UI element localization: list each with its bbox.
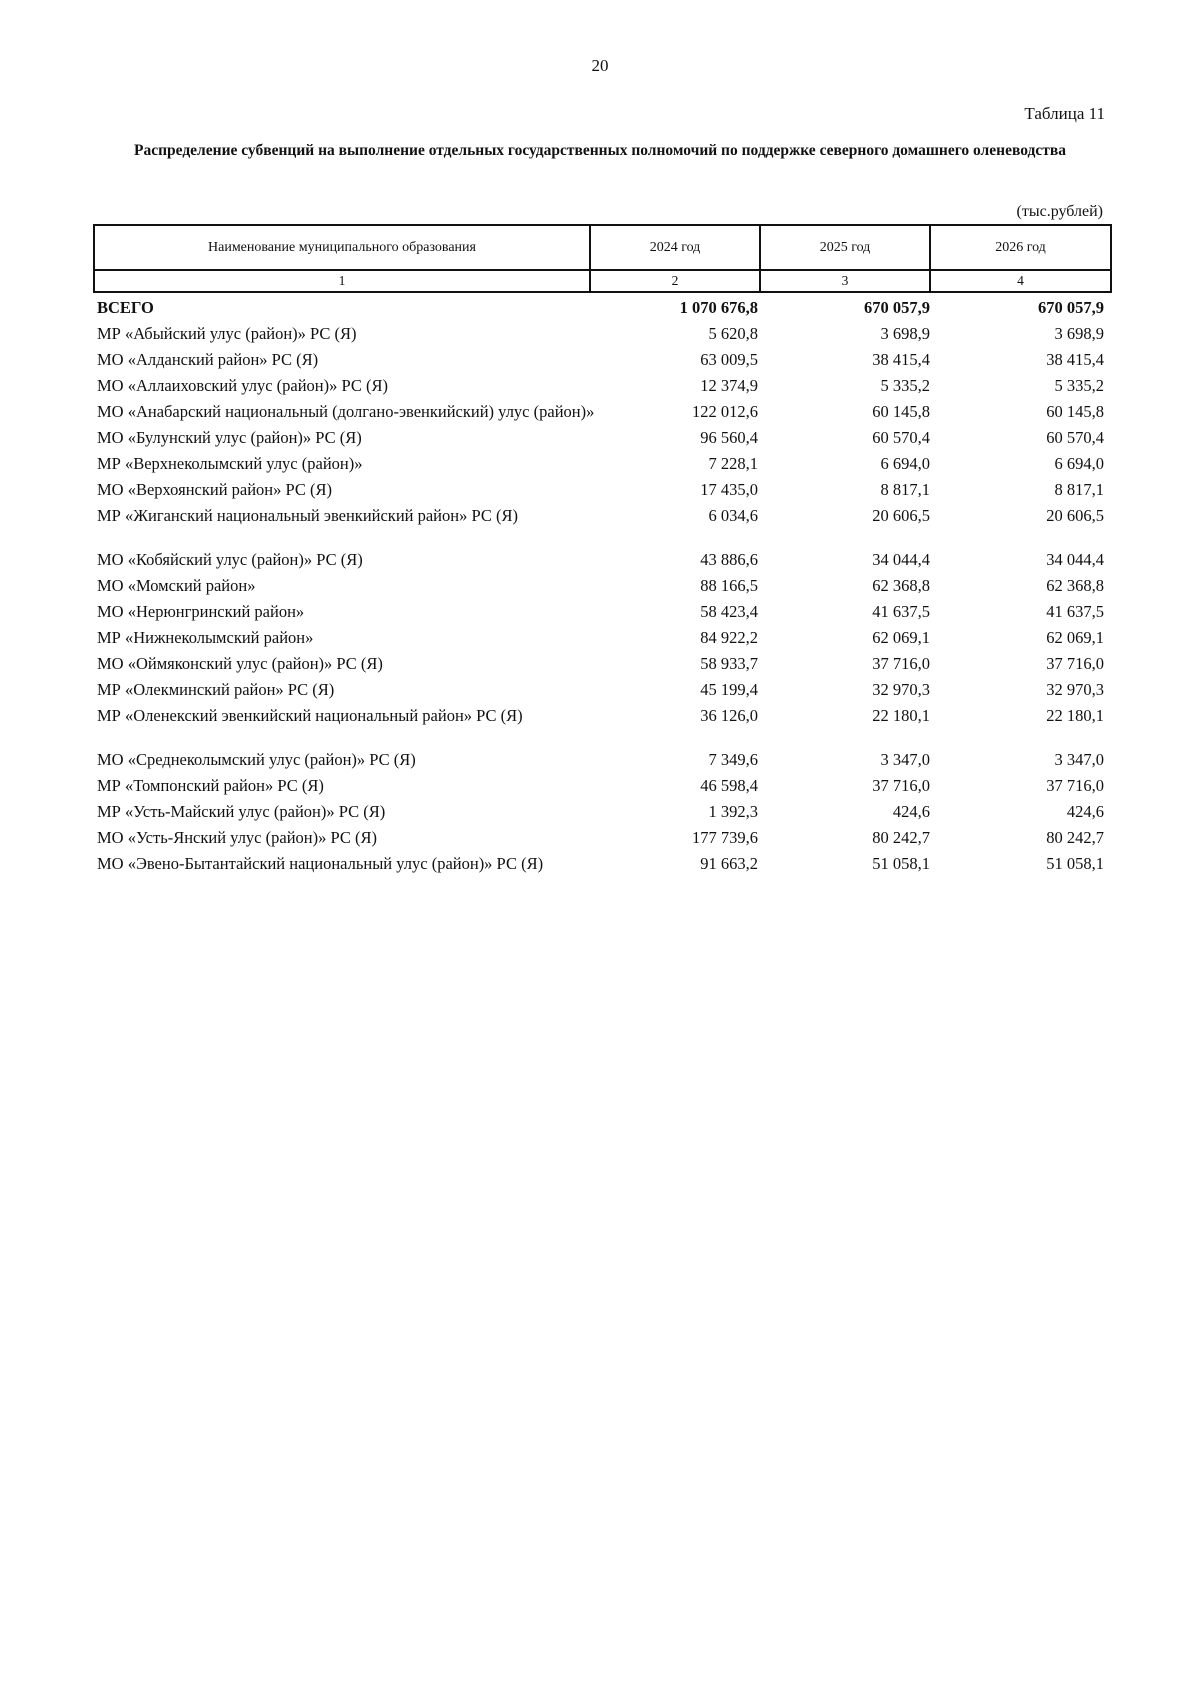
municipality-name: МР «Усть-Майский улус (район)» РС (Я) <box>97 802 386 821</box>
units-label: (тыс.рублей) <box>1016 203 1103 220</box>
value-2026: 5 335,2 <box>1054 376 1104 395</box>
municipality-name: МР «Нижнеколымский район» <box>97 628 314 647</box>
table-row <box>93 827 1110 849</box>
value-2025: 22 180,1 <box>872 706 930 725</box>
value-2026: 670 057,9 <box>1038 298 1104 317</box>
table-row <box>93 801 1110 823</box>
column-number-3: 3 <box>760 270 930 292</box>
value-2026: 41 637,5 <box>1046 602 1104 621</box>
value-2026: 80 242,7 <box>1046 828 1104 847</box>
table-row <box>93 375 1110 397</box>
value-2024: 45 199,4 <box>700 680 758 699</box>
municipality-name: МО «Среднеколымский улус (район)» РС (Я) <box>97 750 416 769</box>
value-2024: 88 166,5 <box>700 576 758 595</box>
table-row <box>93 453 1110 475</box>
value-2025: 38 415,4 <box>872 350 930 369</box>
value-2024: 58 933,7 <box>700 654 758 673</box>
table-header <box>93 224 1112 293</box>
municipality-name: МР «Жиганский национальный эвенкийский район» РС (Я) <box>97 506 518 525</box>
table-row <box>93 323 1110 345</box>
value-2025: 8 817,1 <box>880 480 930 499</box>
municipality-name: МО «Верхоянский район» РС (Я) <box>97 480 333 499</box>
value-2024: 96 560,4 <box>700 428 758 447</box>
table-row <box>93 575 1110 597</box>
value-2024: 7 228,1 <box>708 454 758 473</box>
table-row <box>93 479 1110 501</box>
table-row <box>93 601 1110 623</box>
municipality-name: МО «Эвено-Бытантайский национальный улус (район)» РС (Я) <box>97 854 544 873</box>
municipality-name: МО «Кобяйский улус (район)» РС (Я) <box>97 550 363 569</box>
value-2025: 34 044,4 <box>872 550 930 569</box>
value-2025: 6 694,0 <box>880 454 930 473</box>
value-2026: 38 415,4 <box>1046 350 1104 369</box>
value-2025: 32 970,3 <box>872 680 930 699</box>
table-row <box>93 401 1110 423</box>
value-2026: 3 698,9 <box>1054 324 1104 343</box>
value-2025: 41 637,5 <box>872 602 930 621</box>
value-2024: 17 435,0 <box>700 480 758 499</box>
municipality-name: МО «Аллаиховский улус (район)» РС (Я) <box>97 376 388 395</box>
value-2025: 60 570,4 <box>872 428 930 447</box>
value-2025: 3 347,0 <box>880 750 930 769</box>
value-2026: 37 716,0 <box>1046 776 1104 795</box>
municipality-name: МО «Алданский район» РС (Я) <box>97 350 319 369</box>
value-2025: 5 335,2 <box>880 376 930 395</box>
column-header-2025: 2025 год <box>760 225 930 270</box>
table-row <box>93 705 1110 727</box>
table-row <box>93 349 1110 371</box>
value-2024: 122 012,6 <box>692 402 758 421</box>
value-2026: 51 058,1 <box>1046 854 1104 873</box>
value-2026: 424,6 <box>1066 802 1104 821</box>
table-row <box>93 627 1110 649</box>
value-2024: 12 374,9 <box>700 376 758 395</box>
value-2025: 20 606,5 <box>872 506 930 525</box>
value-2026: 3 347,0 <box>1054 750 1104 769</box>
value-2025: 62 069,1 <box>872 628 930 647</box>
value-2026: 34 044,4 <box>1046 550 1104 569</box>
municipality-name: МО «Усть-Янский улус (район)» РС (Я) <box>97 828 377 847</box>
value-2024: 7 349,6 <box>708 750 758 769</box>
value-2025: 62 368,8 <box>872 576 930 595</box>
municipality-name: МО «Булунский улус (район)» РС (Я) <box>97 428 362 447</box>
value-2024: 84 922,2 <box>700 628 758 647</box>
column-number-2: 2 <box>590 270 760 292</box>
value-2026: 60 145,8 <box>1046 402 1104 421</box>
municipality-name: МР «Олекминский район» РС (Я) <box>97 680 335 699</box>
table-row <box>93 853 1110 875</box>
value-2024: 1 392,3 <box>708 802 758 821</box>
value-2024: 6 034,6 <box>708 506 758 525</box>
value-2024: 5 620,8 <box>708 324 758 343</box>
value-2026: 6 694,0 <box>1054 454 1104 473</box>
municipality-name: МО «Анабарский национальный (долгано-эвенкийский) улус (район)» <box>97 402 595 421</box>
value-2026: 62 069,1 <box>1046 628 1104 647</box>
column-number-1: 1 <box>94 270 590 292</box>
municipality-name: МО «Оймяконский улус (район)» РС (Я) <box>97 654 383 673</box>
municipality-name: МР «Томпонский район» РС (Я) <box>97 776 324 795</box>
table-row <box>93 653 1110 675</box>
value-2025: 37 716,0 <box>872 654 930 673</box>
value-2026: 62 368,8 <box>1046 576 1104 595</box>
document-title: Распределение субвенций на выполнение отдельных государственных полномочий по поддержке северного домашнего оленеводства <box>134 142 1066 159</box>
table-row <box>93 427 1110 449</box>
value-2026: 37 716,0 <box>1046 654 1104 673</box>
value-2025: 37 716,0 <box>872 776 930 795</box>
municipality-name: МР «Оленекский эвенкийский национальный район» РС (Я) <box>97 706 523 725</box>
value-2024: 43 886,6 <box>700 550 758 569</box>
page-number: 20 <box>591 56 609 75</box>
value-2026: 60 570,4 <box>1046 428 1104 447</box>
value-2025: 670 057,9 <box>864 298 930 317</box>
municipality-name: МР «Верхнеколымский улус (район)» <box>97 454 363 473</box>
value-2025: 60 145,8 <box>872 402 930 421</box>
municipality-name: МО «Нерюнгринский район» <box>97 602 305 621</box>
value-2024: 46 598,4 <box>700 776 758 795</box>
column-header-name: Наименование муниципального образования <box>94 225 590 270</box>
table-row <box>93 679 1110 701</box>
value-2026: 8 817,1 <box>1054 480 1104 499</box>
table-row <box>93 505 1110 527</box>
value-2024: 91 663,2 <box>700 854 758 873</box>
value-2024: 63 009,5 <box>700 350 758 369</box>
table-row <box>93 775 1110 797</box>
table-row <box>93 549 1110 571</box>
column-header-2026: 2026 год <box>930 225 1111 270</box>
value-2025: 424,6 <box>892 802 930 821</box>
table-row <box>93 749 1110 771</box>
total-row <box>93 297 1110 319</box>
column-number-4: 4 <box>930 270 1111 292</box>
value-2025: 80 242,7 <box>872 828 930 847</box>
value-2025: 3 698,9 <box>880 324 930 343</box>
value-2025: 51 058,1 <box>872 854 930 873</box>
value-2026: 20 606,5 <box>1046 506 1104 525</box>
value-2024: 36 126,0 <box>700 706 758 725</box>
municipality-name: МР «Абыйский улус (район)» РС (Я) <box>97 324 357 343</box>
value-2024: 1 070 676,8 <box>679 298 758 317</box>
table-label: Таблица 11 <box>1024 104 1105 123</box>
value-2026: 22 180,1 <box>1046 706 1104 725</box>
value-2024: 177 739,6 <box>692 828 758 847</box>
value-2024: 58 423,4 <box>700 602 758 621</box>
column-header-2024: 2024 год <box>590 225 760 270</box>
table-body <box>93 297 1110 879</box>
value-2026: 32 970,3 <box>1046 680 1104 699</box>
municipality-name: МО «Момский район» <box>97 576 256 595</box>
municipality-name: ВСЕГО <box>97 298 154 317</box>
